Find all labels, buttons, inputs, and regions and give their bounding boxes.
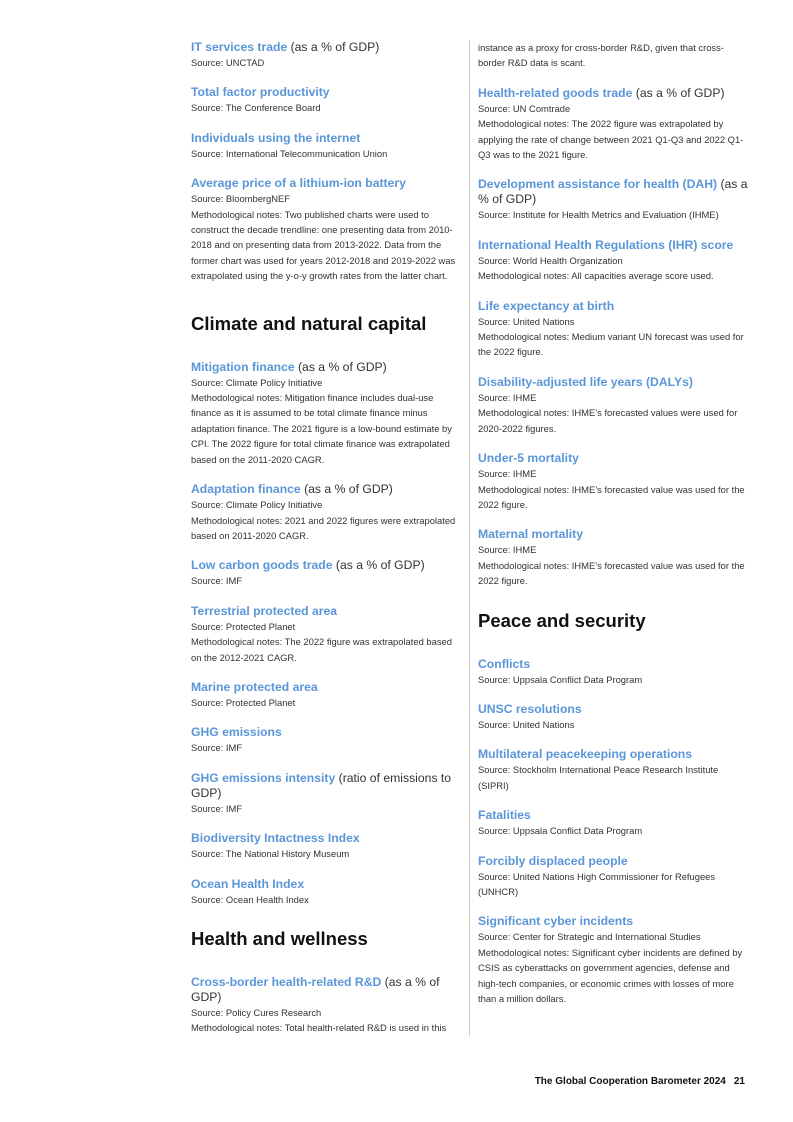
indicator-source: Source: Ocean Health Index (191, 893, 309, 905)
indicator-unit: (as a % of GDP) (332, 558, 425, 573)
indicator-source: Source: BloombergNEF (191, 193, 291, 205)
entries-right-b (478, 657, 750, 1007)
indicator-unit: (ratio of emissions to GDP) (191, 770, 452, 800)
indicator-source: Source: Uppsala Conflict Data Program (478, 825, 643, 837)
methodological-notes: Methodological notes: Total health-related R&D is used in this (191, 1022, 447, 1034)
indicator-entry (191, 176, 461, 283)
heading-climate: Climate and natural capital (191, 312, 427, 334)
indicator-title (478, 914, 750, 929)
indicator-title (191, 725, 461, 740)
right-column (478, 40, 750, 1021)
indicator-title (478, 702, 750, 717)
indicator-name-link[interactable]: Under-5 mortality (478, 451, 579, 466)
indicator-title (478, 527, 750, 542)
indicator-title (478, 451, 750, 466)
indicator-entry (478, 657, 750, 687)
indicator-name-link[interactable]: Forcibly displaced people (478, 853, 628, 868)
indicator-entry (478, 914, 750, 1006)
indicator-source: Source: Center for Strategic and International Studies (478, 931, 701, 943)
indicator-entry (191, 40, 461, 70)
indicator-entry (478, 86, 750, 163)
indicator-source: Source: IMF (191, 802, 243, 814)
methodological-notes: Methodological notes: All capacities average score used. (478, 270, 714, 282)
indicator-source: Source: Protected Planet (191, 696, 296, 708)
indicator-title (191, 831, 461, 846)
indicator-name-link[interactable]: Biodiversity Intactness Index (191, 831, 360, 846)
indicator-unit: (as a % of GDP) (287, 40, 380, 54)
heading-health: Health and wellness (191, 927, 368, 949)
indicator-title (478, 299, 750, 314)
indicator-entry (191, 482, 461, 543)
continuation-text: instance as a proxy for cross-border R&D, given that cross-border R&D data is scant. (478, 42, 724, 69)
indicator-source: Source: United Nations (478, 315, 575, 327)
page-footer (535, 1076, 745, 1087)
indicator-title (191, 771, 461, 801)
indicator-name-link[interactable]: Significant cyber incidents (478, 914, 634, 929)
indicator-title (191, 877, 461, 892)
indicator-title (191, 85, 461, 100)
indicator-source: Source: United Nations (478, 718, 575, 730)
indicator-name-link[interactable]: Individuals using the internet (191, 130, 361, 145)
indicator-name-link[interactable]: Total factor productivity (191, 85, 330, 100)
indicator-entry (478, 238, 750, 284)
indicator-source: Source: Climate Policy Initiative (191, 376, 323, 388)
indicator-unit: (as a % of GDP) (191, 974, 440, 1004)
entries-right-a (478, 86, 750, 589)
methodological-notes: Methodological notes: Mitigation finance includes dual-use finance as it is assumed to be total climate finance minus adaptation finance. The 2021 figure is a low-bound estimate by CPI. The 2022 figure for total climate finance was extrapolated based on the 2011-2020 CAGR. (191, 392, 452, 465)
methodological-notes: Methodological notes: IHME’s forecasted values were used for 2020-2022 figures. (478, 407, 738, 434)
indicator-name-link[interactable]: Fatalities (478, 808, 531, 823)
indicator-name-link[interactable]: Mitigation finance (191, 359, 295, 374)
indicator-title (191, 482, 461, 497)
indicator-entry (191, 771, 461, 816)
indicator-source: Source: The Conference Board (191, 102, 321, 114)
indicator-name-link[interactable]: Maternal mortality (478, 527, 583, 542)
indicator-source: Source: Uppsala Conflict Data Program (478, 673, 643, 685)
indicator-title (478, 808, 750, 823)
indicator-name-link[interactable]: Terrestrial protected area (191, 603, 338, 618)
indicator-name-link[interactable]: IT services trade (191, 40, 288, 54)
indicator-entry (191, 85, 461, 115)
indicator-entry (191, 831, 461, 861)
indicator-source: Source: The National History Museum (191, 848, 350, 860)
methodological-notes: Methodological notes: The 2022 figure was extrapolated by applying the rate of change between 2021 Q1-Q3 and 2022 Q1-Q3 was to the 2021 figure. (478, 118, 744, 161)
indicator-title (191, 604, 461, 619)
indicator-name-link[interactable]: GHG emissions (191, 725, 282, 740)
indicator-unit: (as a % of GDP) (632, 85, 725, 100)
indicator-title (191, 40, 461, 55)
methodological-notes: Methodological notes: Two published charts were used to construct the decade trendline: one presenting data from 2010-2018 and on presenting data from 2013-2022. Data from the former chart was used for years 2012-2018 and 2019-2022 was extrapolated using the y-o-y growth rates from the latter chart. (191, 208, 456, 282)
indicator-name-link[interactable]: Low carbon goods trade (191, 558, 333, 573)
methodological-notes: Methodological notes: IHME’s forecasted value was used for the 2022 figure. (478, 483, 745, 510)
indicator-entry (191, 975, 461, 1036)
indicator-title (191, 176, 461, 191)
indicator-name-link[interactable]: Adaptation finance (191, 482, 301, 497)
entries-left-c (191, 975, 461, 1036)
indicator-title (478, 657, 750, 672)
methodological-notes: Methodological notes: Medium variant UN forecast was used for the 2022 figure. (478, 331, 744, 358)
indicator-name-link[interactable]: Marine protected area (191, 679, 318, 694)
indicator-name-link[interactable]: Life expectancy at birth (478, 298, 615, 313)
indicator-source: Source: UN Comtrade (478, 102, 571, 114)
indicator-name-link[interactable]: Ocean Health Index (191, 876, 305, 891)
indicator-source: Source: Stockholm International Peace Research Institute (SIPRI) (478, 764, 719, 791)
methodological-notes: Methodological notes: 2021 and 2022 figures were extrapolated based on 2011-2020 CAGR. (191, 514, 456, 541)
page-number: 21 (733, 1076, 745, 1087)
indicator-title (191, 558, 461, 573)
indicator-entry (191, 604, 461, 665)
indicator-title (478, 747, 750, 762)
column-divider (469, 40, 470, 1036)
indicator-title (191, 680, 461, 695)
entries-left-a (191, 40, 461, 284)
indicator-source: Source: IHME (478, 468, 537, 480)
indicator-name-link[interactable]: International Health Regulations (IHR) score (478, 237, 734, 252)
indicator-entry (191, 680, 461, 710)
indicator-source: Source: Protected Planet (191, 620, 296, 632)
indicator-source: Source: UNCTAD (191, 57, 265, 68)
indicator-source: Source: Climate Policy Initiative (191, 499, 323, 511)
indicator-title (191, 131, 461, 146)
indicator-entry (191, 725, 461, 755)
indicator-title (191, 975, 461, 1005)
indicator-source: Source: IMF (191, 575, 243, 587)
indicator-entry (478, 527, 750, 588)
indicator-source: Source: IHME (478, 391, 537, 403)
indicator-title (478, 854, 750, 869)
indicator-name-link[interactable]: GHG emissions intensity (191, 770, 336, 785)
indicator-title (478, 86, 750, 101)
indicator-name-link[interactable]: Conflicts (478, 656, 531, 671)
indicator-name-link[interactable]: Disability-adjusted life years (DALYs) (478, 374, 693, 389)
indicator-title (478, 238, 750, 253)
indicator-entry (478, 854, 750, 900)
indicator-source: Source: IHME (478, 544, 537, 556)
indicator-name-link[interactable]: Health-related goods trade (478, 85, 633, 100)
indicator-entry (478, 299, 750, 360)
indicator-entry (191, 877, 461, 907)
indicator-source: Source: Institute for Health Metrics and Evaluation (IHME) (478, 209, 719, 221)
indicator-entry (191, 558, 461, 588)
indicator-name-link[interactable]: UNSC resolutions (478, 701, 582, 716)
indicator-source: Source: Policy Cures Research (191, 1006, 322, 1018)
indicator-entry (478, 702, 750, 732)
indicator-title (191, 360, 461, 375)
methodological-notes: Methodological notes: IHME’s forecasted value was used for the 2022 figure. (478, 559, 745, 587)
indicator-source: Source: International Telecommunication Union (191, 147, 388, 159)
indicator-title (478, 375, 750, 390)
indicator-entry (478, 747, 750, 793)
indicator-entry (478, 808, 750, 838)
indicator-title (478, 177, 750, 207)
indicator-name-link[interactable]: Average price of a lithium-ion battery (191, 176, 406, 191)
indicator-source: Source: World Health Organization (478, 254, 623, 266)
heading-peace: Peace and security (478, 609, 646, 631)
indicator-unit: (as a % of GDP) (478, 177, 748, 207)
indicator-entry (191, 131, 461, 161)
indicator-unit: (as a % of GDP) (300, 482, 393, 497)
entries-left-b (191, 360, 461, 907)
methodological-notes: Methodological notes: The 2022 figure was extrapolated based on the 2012-2021 CAGR. (191, 636, 452, 663)
indicator-entry (478, 451, 750, 512)
indicator-entry (478, 375, 750, 436)
indicator-entry (191, 360, 461, 467)
indicator-unit: (as a % of GDP) (294, 359, 387, 374)
indicator-name-link[interactable]: Multilateral peacekeeping operations (478, 747, 693, 762)
indicator-name-link[interactable]: Development assistance for health (DAH) (478, 177, 718, 192)
indicator-name-link[interactable]: Cross-border health-related R&D (191, 974, 382, 989)
left-column (191, 40, 461, 1051)
indicator-source: Source: IMF (191, 742, 243, 754)
indicator-entry (478, 177, 750, 222)
footer-title: The Global Cooperation Barometer 2024 (534, 1076, 726, 1087)
methodological-notes: Methodological notes: Significant cyber incidents are defined by CSIS as cyberattacks on government agencies, defense and high-tech companies, or economic crimes with losses of more than a million dollars. (478, 946, 743, 1004)
indicator-source: Source: United Nations High Commissioner for Refugees (UNHCR) (478, 870, 716, 897)
